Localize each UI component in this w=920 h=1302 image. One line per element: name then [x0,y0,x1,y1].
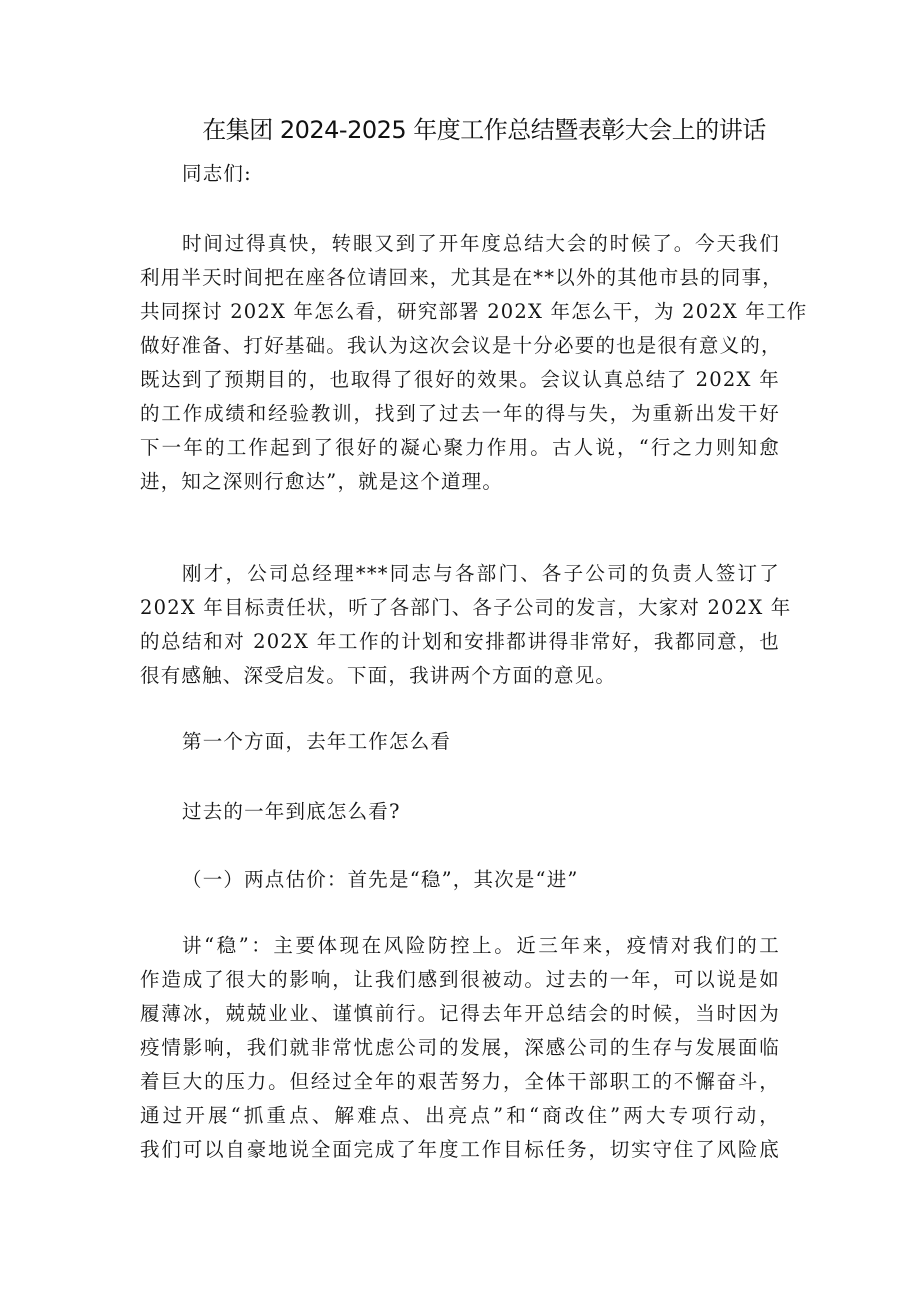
question-line: 过去的一年到底怎么看? [182,800,401,823]
paragraph-line: 通过开展“抓重点、解难点、出亮点”和“商改住”两大专项行动， [140,1104,780,1127]
paragraph-line: 作造成了很大的影响，让我们感到很被动。过去的一年，可以说是如 [140,968,780,991]
paragraph-line: 既达到了预期目的，也取得了很好的效果。会议认真总结了 202X 年 [140,368,780,391]
paragraph-line: 很有感触、深受启发。下面，我讲两个方面的意见。 [140,664,617,687]
paragraph-line: 刚才，公司总经理***同志与各部门、各子公司的负责人签订了 [182,562,780,585]
greeting: 同志们: [182,162,252,185]
paragraph-line: 利用半天时间把在座各位请回来，尤其是在**以外的其他市县的同事， [140,266,783,289]
paragraph-line: 履薄冰，兢兢业业、谨慎前行。记得去年开总结会的时候，当时因为 [140,1002,780,1025]
paragraph-line: 我们可以自豪地说全面完成了年度工作目标任务，切实守住了风险底 [140,1138,780,1161]
document-title: 在集团 2024-2025 年度工作总结暨表彰大会上的讲话 [202,116,766,144]
paragraph-line: 时间过得真快，转眼又到了开年度总结大会的时候了。今天我们 [182,232,780,255]
paragraph-line: 着巨大的压力。但经过全年的艰苦努力，全体干部职工的不懈奋斗， [140,1070,780,1093]
paragraph-opening [140,227,808,499]
paragraph-line: 的总结和对 202X 年工作的计划和安排都讲得非常好，我都同意，也 [140,630,780,653]
paragraph-line: 疫情影响，我们就非常忧虑公司的发展，深感公司的生存与发展面临 [140,1036,780,1059]
paragraph-line: 进，知之深则行愈达”，就是这个道理。 [140,470,504,493]
paragraph-line: 共同探讨 202X 年怎么看，研究部署 202X 年怎么干，为 202X 年工作 [140,300,808,323]
paragraph-signing [140,557,792,693]
paragraph-line: 202X 年目标责任状，听了各部门、各子公司的发言，大家对 202X 年 [140,596,792,619]
paragraph-line: 讲“稳”：主要体现在风险防控上。近三年来，疫情对我们的工 [182,934,780,957]
paragraph-line: 下一年的工作起到了很好的凝心聚力作用。古人说，“行之力则知愈 [140,436,780,459]
paragraph-line: 的工作成绩和经验教训，找到了过去一年的得与失，为重新出发干好 [140,402,780,425]
section-heading: 第一个方面，去年工作怎么看 [182,730,452,753]
paragraph-stability [140,929,780,1167]
subheading: （一）两点估价：首先是“稳”，其次是“进” [182,868,579,891]
paragraph-line: 做好准备、打好基础。我认为这次会议是十分必要的也是很有意义的， [140,334,782,357]
